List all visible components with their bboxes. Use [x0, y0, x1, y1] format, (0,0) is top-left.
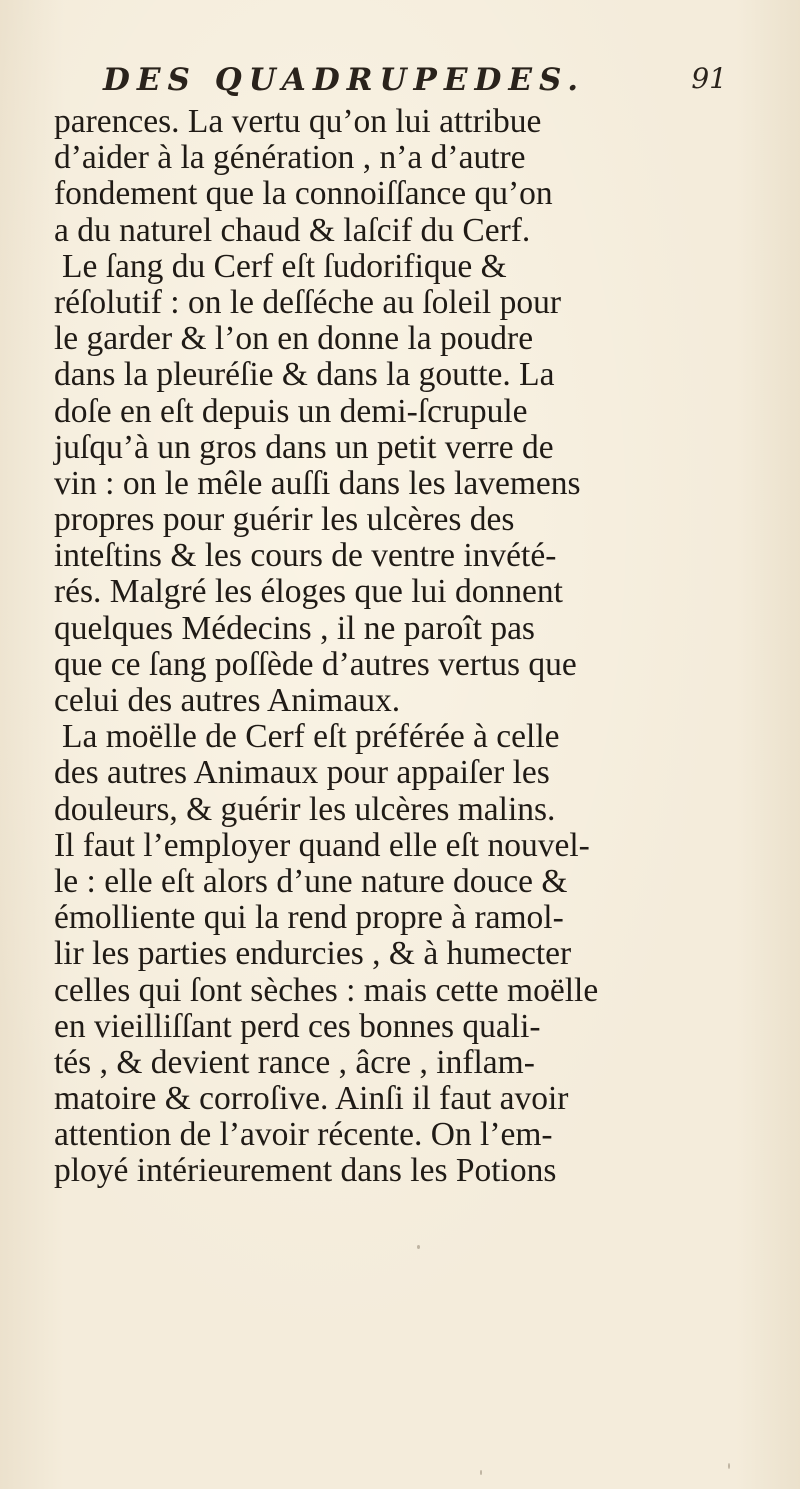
text-line: quelques Médecins , il ne paroît pas: [54, 609, 535, 647]
text-line: réſolutif : on le deſſéche au ſoleil pour: [54, 283, 561, 321]
text-line: dans la pleuréſie & dans la goutte. La: [54, 356, 555, 394]
text-line: rés. Malgré les éloges que lui donnent: [54, 573, 563, 611]
page-number: 91: [691, 62, 727, 95]
text-line: Il faut l’employer quand elle eſt nouvel-: [54, 826, 590, 864]
text-line: juſqu’à un gros dans un petit verre de: [54, 428, 554, 466]
paper-speck: [480, 1470, 482, 1475]
text-line: tés , & devient rance , âcre , inflam-: [54, 1043, 535, 1081]
paragraph-start-line: Le ſang du Cerf eſt ſudorifique &: [62, 247, 507, 285]
text-line: propres pour guérir les ulcères des: [54, 501, 515, 539]
text-line: ployé intérieurement dans les Potions: [54, 1152, 557, 1190]
text-line: que ce ſang poſſède d’autres vertus que: [54, 645, 577, 683]
text-line: en vieilliſſant perd ces bonnes quali-: [54, 1007, 541, 1045]
paper-speck: [728, 1463, 730, 1469]
text-line: attention de l’avoir récente. On l’em-: [54, 1116, 553, 1154]
text-line: doſe en eſt depuis un demi-ſcrupule: [54, 392, 528, 430]
text-line: émolliente qui la rend propre à ramol-: [54, 899, 564, 937]
text-line: parences. La vertu qu’on lui attribue: [54, 103, 542, 140]
text-line: a du naturel chaud & laſcif du Cerf.: [54, 211, 531, 249]
text-line: vin : on le mêle auſſi dans les lavemens: [54, 464, 581, 502]
text-line: le garder & l’on en donne la poudre: [54, 320, 534, 358]
text-line: inteſtins & les cours de ventre invété-: [54, 537, 557, 575]
text-line: lir les parties endurcies , & à humecter: [54, 935, 572, 973]
paper-speck: [417, 1245, 420, 1249]
text-line: douleurs, & guérir les ulcères malins.: [54, 790, 556, 828]
text-line: matoire & corroſive. Ainſi il faut avoir: [54, 1080, 569, 1118]
text-line: des autres Animaux pour appaiſer les: [54, 754, 550, 792]
text-line: fondement que la connoiſſance qu’on: [54, 175, 553, 213]
paragraph-start-line: La moëlle de Cerf eſt préférée à celle: [62, 718, 560, 756]
text-line: d’aider à la génération , n’a d’autre: [54, 139, 526, 177]
text-line: celui des autres Animaux.: [54, 682, 401, 719]
text-line: le : elle eſt alors d’une nature douce &: [54, 862, 568, 900]
body-text: [54, 104, 754, 1190]
running-head: [95, 62, 735, 106]
text-line: celles qui ſont sèches : mais cette moëlle: [54, 971, 599, 1009]
running-title: DES QUADRUPEDES.: [103, 62, 586, 98]
